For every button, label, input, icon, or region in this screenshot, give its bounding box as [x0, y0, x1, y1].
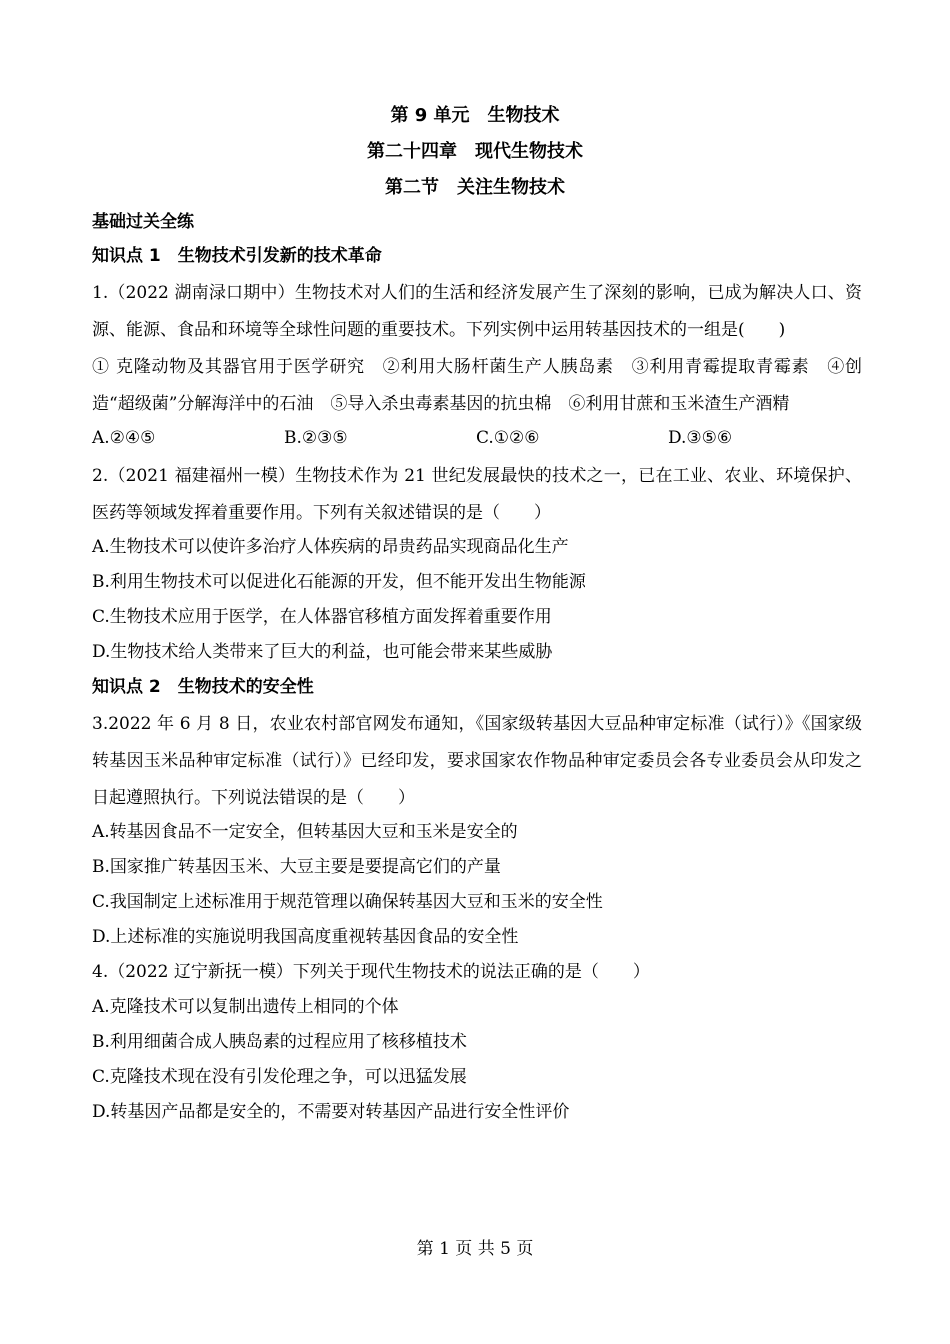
knowledge-point-2-heading: 知识点 2 生物技术的安全性 — [92, 677, 314, 697]
question-2-stem: 2.（2021 福建福州一模）生物技术作为 21 世纪发展最快的技术之一，已在工业、农业、环境保护、医药等领域发挥着重要作用。下列有关叙述错误的是（ ） — [92, 466, 862, 523]
option-b: B.②③⑤ — [284, 428, 348, 448]
content — [92, 207, 862, 1132]
option-d: D.上述标准的实施说明我国高度重视转基因食品的安全性 — [92, 927, 519, 947]
question-1 — [92, 275, 862, 454]
option-c: C.克隆技术现在没有引发伦理之争，可以迅猛发展 — [92, 1067, 467, 1087]
option-b: B.利用细菌合成人胰岛素的过程应用了核移植技术 — [92, 1032, 467, 1052]
question-1-items: ① 克隆动物及其器官用于医学研究 ②利用大肠杆菌生产人胰岛素 ③利用青霉提取青霉素 ④创造“超级菌”分解海洋中的石油 ⑤导入杀虫毒素基因的抗虫棉 ⑥利用甘蔗和玉米渣生产酒精 — [92, 357, 862, 414]
option-c: C.我国制定上述标准用于规范管理以确保转基因大豆和玉米的安全性 — [92, 892, 603, 912]
knowledge-point-1-heading: 知识点 1 生物技术引发新的技术革命 — [92, 246, 382, 266]
option-d: D.转基因产品都是安全的，不需要对转基因产品进行安全性评价 — [92, 1102, 570, 1122]
section-title: 第二节 关注生物技术 — [385, 177, 565, 198]
question-1-stem: 1.（2022 湖南渌口期中）生物技术对人们的生活和经济发展产生了深刻的影响，已成为解决人口、资源、能源、食品和环境等全球性问题的重要技术。下列实例中运用转基因技术的一组是( ) — [92, 283, 862, 340]
option-a: A.转基因食品不一定安全，但转基因大豆和玉米是安全的 — [92, 822, 518, 842]
unit-title: 第 9 单元 生物技术 — [390, 105, 560, 126]
chapter-title: 第二十四章 现代生物技术 — [367, 141, 583, 162]
option-b: B.国家推广转基因玉米、大豆主要是要提高它们的产量 — [92, 857, 501, 877]
question-1-options — [92, 423, 862, 454]
practice-heading: 基础过关全练 — [92, 212, 194, 232]
question-4 — [92, 957, 862, 1128]
option-a: A.生物技术可以使许多治疗人体疾病的昂贵药品实现商品化生产 — [92, 537, 569, 557]
option-d: D.③⑤⑥ — [668, 428, 733, 448]
option-a: A.②④⑤ — [92, 428, 156, 448]
option-d: D.生物技术给人类带来了巨大的利益，也可能会带来某些威胁 — [92, 642, 553, 662]
page-number-footer: 第 1 页 共 5 页 — [416, 1239, 534, 1259]
question-3 — [92, 706, 862, 953]
option-b: B.利用生物技术可以促进化石能源的开发，但不能开发出生物能源 — [92, 572, 586, 592]
question-4-stem: 4.（2022 辽宁新抚一模）下列关于现代生物技术的说法正确的是（ ） — [92, 962, 650, 982]
option-a: A.克隆技术可以复制出遗传上相同的个体 — [92, 997, 399, 1017]
option-c: C.生物技术应用于医学，在人体器官移植方面发挥着重要作用 — [92, 607, 552, 627]
question-2 — [92, 458, 862, 668]
option-c: C.①②⑥ — [476, 428, 540, 448]
title-block — [0, 98, 950, 206]
question-3-stem: 3.2022 年 6 月 8 日，农业农村部官网发布通知，《国家级转基因大豆品种审定标准（试行）》《国家级转基因玉米品种审定标准（试行）》已经印发，要求国家农作物品种审定委员会各专业委员会从印发之日起遵照执行。下列说法错误的是（ ） — [92, 714, 862, 808]
